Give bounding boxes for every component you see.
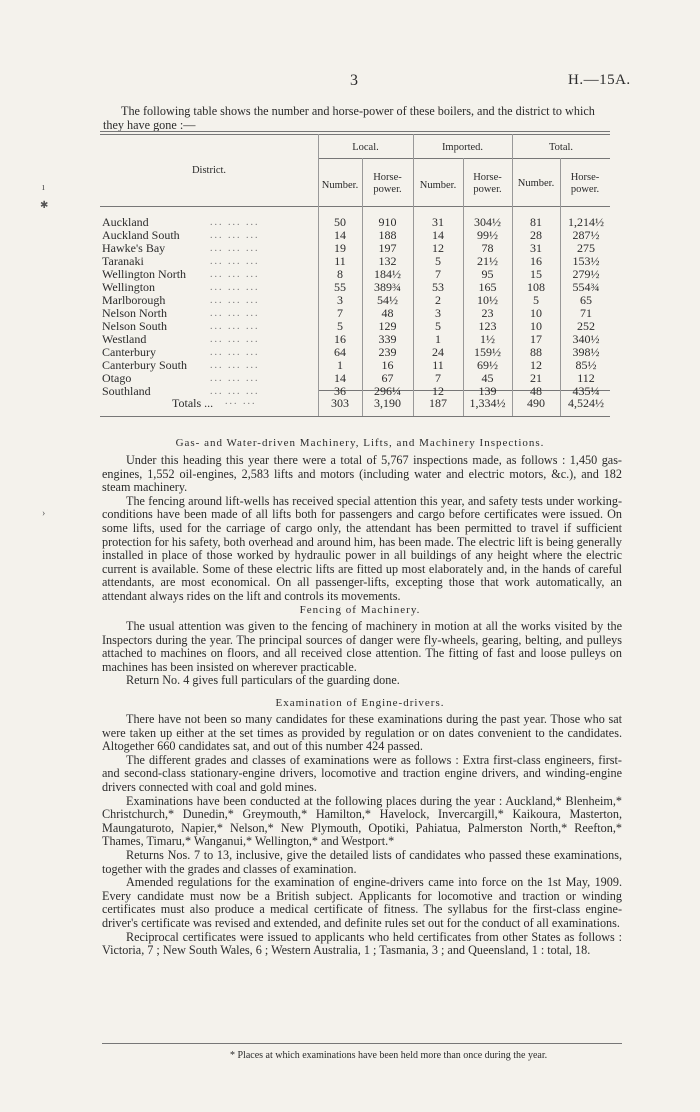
table-cell: 123 (478, 319, 497, 333)
paragraph: Examinations have been conducted at the following places during the year : Auckland,* Blenheim,* Christchurch,* Dunedin,* Greymouth,* Hamilton,* Havelock, Invercargill,* Kaikoura, Masterton, Maungaturoto, Napier,* Nelson,* New Plymouth, Opotiki, Pahiatua, Palmerston North,* Reefton,* Thames, Timaru,* Wanganui,* Wellington,* and Westport.* (102, 793, 622, 849)
paragraph: The different grades and classes of examinations were as follows : Extra first-class engineers, first- and second-class stationary-engine drivers, locomotive and traction engine drivers, and winding-engine drivers connected with coal and gold mines. (102, 752, 622, 794)
table-row: Wellington ... ... ... (102, 281, 260, 294)
total-cell: 4,524½ (568, 396, 604, 410)
subheader-imported-number: Number. (419, 180, 457, 191)
table-cell: 78 (481, 241, 494, 255)
district-name: Canterbury South (102, 359, 187, 372)
section-heading-fencing: Fencing of Machinery. (299, 604, 421, 616)
table-cell: 16 (334, 332, 346, 346)
table-cell: 65 (580, 293, 592, 307)
table-cell: 88 (530, 345, 542, 359)
total-cell: 3,190 (374, 396, 401, 410)
table-cell: 17 (530, 332, 542, 346)
table-cell: 252 (577, 319, 595, 333)
paragraph: Amended regulations for the examination of engine-drivers came into force on the 1st May, 1909. Every candidate must now be a British subject. Applicants for locomotive and traction or winding certificates must also produce a medical certificate of fitness. The syllabus for the first-class engine-driver's certificate was revised and extended, and definite rules set out for the conduct of all examinations. (102, 875, 622, 930)
district-name: Auckland (102, 216, 149, 229)
totals-label: Totals ... (172, 396, 214, 410)
section-body-examination (102, 713, 622, 958)
table-cell: 129 (378, 319, 397, 333)
subheader-local-number: Number. (321, 180, 359, 191)
table-cell: 14 (334, 228, 346, 242)
table-cell: 15 (530, 267, 542, 281)
paragraph: Return No. 4 gives full particulars of the guarding done. (126, 673, 400, 688)
table-cell: 5 (337, 319, 343, 333)
section-heading-machinery: Gas- and Water-driven Machinery, Lifts, and Machinery Inspections. (175, 437, 545, 449)
imported-number-column (413, 216, 463, 398)
table-cell: 1 (435, 332, 441, 346)
table-cell: 554¾ (572, 280, 600, 294)
table-cell: 12 (530, 358, 542, 372)
table-cell: 16 (381, 358, 394, 372)
table-cell: 112 (577, 371, 595, 385)
district-name: Canterbury (102, 346, 156, 359)
table-row: Hawke's Bay ... ... ... (102, 242, 260, 255)
table-row: Auckland South ... ... ... (102, 229, 260, 242)
section-body-machinery (102, 454, 622, 604)
table-cell: 48 (530, 384, 542, 398)
district-name: Nelson South (102, 320, 168, 333)
local-hp-column (362, 216, 413, 398)
district-name: Otago (102, 372, 132, 385)
paragraph: The fencing around lift-wells has received special attention this year, and safety tests under working-conditions have been made of all lifts both for passengers and cargo before certificates were issued. On some lifts, used for the carriage of cargo only, the attendant has been permitted to travel if sufficient protection for his safety, both overhead and around him, has been made. The electric lift is being generally installed in place of those worked by hydraulic power in all buildings of any height where the electric current is available. Some of these electric lifts are fitted up most elaborately and, in the hands of careful attendants, are most economical. On all passenger-lifts, excepting those that work automatically, an attendant always rides on the lift and controls its movements. (102, 493, 622, 603)
table-row: Canterbury ... ... ... (102, 346, 260, 359)
table-cell: 19 (334, 241, 346, 255)
table-row: Westland ... ... ... (102, 333, 260, 346)
district-name: Nelson North (102, 307, 167, 320)
table-cell: 2 (435, 293, 441, 307)
table-cell: 296¼ (374, 384, 401, 398)
table-cell: 11 (432, 358, 444, 372)
table-cell: 7 (435, 371, 441, 385)
district-column (102, 216, 317, 398)
table-cell: 31 (432, 215, 444, 229)
table-cell: 95 (481, 267, 494, 281)
header-rule (100, 206, 610, 207)
table-cell: 55 (334, 280, 346, 294)
total-cell: 187 (429, 396, 447, 410)
table-cell: 64 (334, 345, 346, 359)
table-cell: 10 (530, 306, 542, 320)
section-heading-examination: Examination of Engine-drivers. (275, 697, 445, 709)
table-cell: 10 (530, 319, 542, 333)
table-cell: 23 (481, 306, 494, 320)
table-cell: 24 (432, 345, 444, 359)
table-cell: 16 (530, 254, 542, 268)
table-cell: 184½ (374, 267, 401, 281)
total-cell: 303 (331, 396, 349, 410)
table-cell: 28 (530, 228, 542, 242)
paragraph: There have not been so many candidates for these examinations during the past year. Those who sat were taken up either at the set times as provided by regulation or on dates convenient to the candidates. Altogether 660 candidates sat, and out of this number 424 passed. (102, 712, 622, 754)
table-cell: 108 (527, 280, 545, 294)
table-row: Nelson South ... ... ... (102, 320, 260, 333)
table-cell: 435¼ (572, 384, 600, 398)
district-name: Marlborough (102, 294, 166, 307)
table-cell: 7 (337, 306, 343, 320)
table-cell: 12 (432, 384, 444, 398)
table-cell: 54½ (377, 293, 398, 307)
table-cell: 340½ (572, 332, 600, 346)
table-cell: 389¾ (374, 280, 401, 294)
district-name: Southland (102, 385, 151, 398)
table-top-rule-2 (100, 134, 610, 135)
paragraph: Returns Nos. 7 to 13, inclusive, give the detailed lists of candidates who passed these examinations, together with the grades and classes of examination. (102, 847, 622, 876)
paragraph: Under this heading this year there were a total of 5,767 inspections made, as follows : 1,450 gas-engines, 1,552 oil-engines, 2,583 lifts and motors (including water and electric motors, &c.), and 182 steam machinery. (102, 453, 622, 495)
table-cell: 14 (432, 228, 444, 242)
paragraph: Reciprocal certificates were issued to applicants who held certificates from other States as follows : Victoria, 7 ; New South Wales, 6 ; Western Australia, 1 ; Tasmania, 3 ; and Queensland, 1 : total, 18. (102, 929, 622, 958)
table-cell: 50 (334, 215, 346, 229)
table-cell: 11 (334, 254, 346, 268)
table-cell: 45 (481, 371, 494, 385)
table-cell: 67 (381, 371, 394, 385)
table-cell: 71 (580, 306, 592, 320)
table-cell: 339 (378, 332, 397, 346)
table-cell: 8 (337, 267, 343, 281)
table-cell: 10½ (477, 293, 498, 307)
margin-mark: › (42, 508, 46, 519)
table-cell: 275 (577, 241, 595, 255)
table-cell: 1 (337, 358, 343, 372)
table-cell: 85½ (575, 358, 597, 372)
table-row: Nelson North ... ... ... (102, 307, 260, 320)
footnote-rule (102, 1043, 622, 1044)
table-cell: 188 (378, 228, 397, 242)
document-reference: H.—15A. (568, 72, 631, 88)
table-cell: 279½ (572, 267, 600, 281)
table-cell: 3 (435, 306, 441, 320)
district-name: Westland (102, 333, 147, 346)
table-cell: 1½ (480, 332, 495, 346)
group-header-local: Local. (352, 142, 379, 153)
table-cell: 81 (530, 215, 542, 229)
table-cell: 7 (435, 267, 441, 281)
group-header-imported: Imported. (441, 142, 484, 153)
district-name: Taranaki (102, 255, 144, 268)
table-cell: 197 (378, 241, 397, 255)
table-cell: 910 (378, 215, 397, 229)
margin-mark: ı (42, 182, 45, 193)
subheader-imported-hp: Horse-power. (473, 172, 502, 195)
table-cell: 139 (478, 384, 497, 398)
table-cell: 21 (530, 371, 542, 385)
group-header-total: Total. (548, 142, 574, 153)
table-cell: 287½ (572, 228, 600, 242)
table-cell: 398½ (572, 345, 600, 359)
totals-leader-dots: ... ... (225, 396, 257, 407)
table-row: Southland ... ... ... (102, 385, 260, 398)
table-bottom-rule (100, 416, 610, 417)
table-cell: 304½ (474, 215, 501, 229)
table-cell: 21½ (477, 254, 498, 268)
table-row: Wellington North ... ... ... (102, 268, 260, 281)
district-name: Hawke's Bay (102, 242, 166, 255)
table-cell: 159½ (474, 345, 501, 359)
total-hp-column (560, 216, 612, 398)
margin-mark: ✱ (40, 200, 49, 211)
footnote: * Places at which examinations have been held more than once during the year. (230, 1050, 548, 1061)
table-cell: 99½ (477, 228, 498, 242)
imported-hp-column (463, 216, 512, 398)
subheader-total-number: Number. (517, 178, 555, 189)
table-cell: 5 (435, 254, 441, 268)
table-cell: 36 (334, 384, 346, 398)
table-row: Otago ... ... ... (102, 372, 260, 385)
total-cell: 1,334½ (469, 396, 506, 410)
table-cell: 153½ (572, 254, 600, 268)
district-header: District. (191, 165, 227, 176)
table-row: Taranaki ... ... ... (102, 255, 260, 268)
table-cell: 3 (337, 293, 343, 307)
page-number: 3 (350, 72, 358, 89)
table-row: Canterbury South ... ... ... (102, 359, 260, 372)
subheader-total-hp: Horse-power. (570, 172, 600, 195)
table-cell: 239 (378, 345, 397, 359)
table-cell: 69½ (477, 358, 498, 372)
table-row: Auckland ... ... ... (102, 216, 260, 229)
table-cell: 165 (478, 280, 497, 294)
table-cell: 12 (432, 241, 444, 255)
local-number-column (318, 216, 362, 398)
table-top-rule (100, 131, 610, 132)
table-cell: 53 (432, 280, 444, 294)
district-name: Auckland South (102, 229, 180, 242)
intro-text: The following table shows the number and horse-power of these boilers, and the district to which they have gone :— (103, 104, 595, 132)
table-cell: 48 (381, 306, 394, 320)
table-cell: 31 (530, 241, 542, 255)
table-row: Marlborough ... ... ... (102, 294, 260, 307)
district-name: Wellington (102, 281, 156, 294)
table-cell: 5 (533, 293, 539, 307)
total-number-column (512, 216, 560, 398)
table-cell: 14 (334, 371, 346, 385)
district-name: Wellington North (102, 268, 187, 281)
table-cell: 5 (435, 319, 441, 333)
table-cell: 1,214½ (568, 215, 604, 229)
table-cell: 132 (378, 254, 397, 268)
subheader-local-hp: Horse-power. (373, 172, 402, 195)
paragraph: The usual attention was given to the fencing of machinery in motion at all the works visited by the Inspectors during the year. The principal sources of danger were fly-wheels, gearing, belting, and pulleys attached to machines on floors, and all received close attention. The fitting of fast and loose pulleys on machines has been insisted on wherever practicable. (102, 619, 622, 674)
section-body-fencing (102, 620, 622, 688)
total-cell: 490 (527, 396, 545, 410)
